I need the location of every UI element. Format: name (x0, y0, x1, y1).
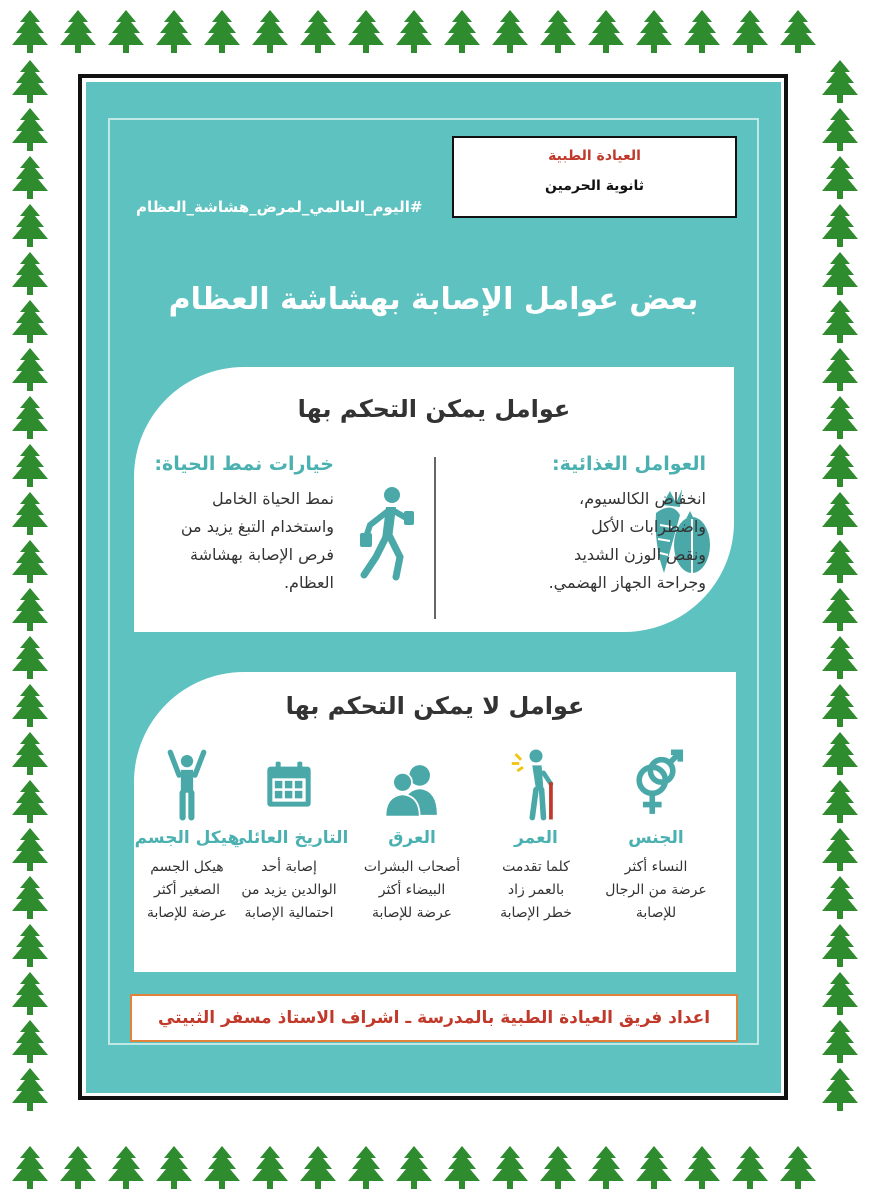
factor-line: عرضة من الرجال (605, 882, 707, 898)
tree-icon (818, 394, 862, 440)
lifestyle-line: فرص الإصابة بهشاشة (189, 545, 334, 564)
diet-line: انخفاض الكالسيوم، (579, 489, 706, 508)
tree-icon (8, 490, 52, 536)
factor-family-history (222, 746, 356, 925)
tree-icon (8, 250, 52, 296)
tree-icon (818, 1018, 862, 1064)
column-divider (434, 457, 436, 619)
tree-icon (440, 1144, 484, 1190)
factor-line: النساء أكثر (624, 859, 688, 875)
factor-line: عرضة للإصابة (371, 905, 453, 921)
tree-icon (488, 1144, 532, 1190)
people-icon (352, 746, 472, 828)
tree-icon (8, 442, 52, 488)
factor-title: العرق (388, 828, 436, 848)
tree-icon (8, 346, 52, 392)
tree-icon (8, 298, 52, 344)
factor-line: كلما تقدمت (502, 859, 570, 875)
tree-icon (776, 1144, 820, 1190)
tree-icon (8, 8, 52, 54)
tree-icon (8, 922, 52, 968)
factor-age (476, 746, 596, 925)
tree-icon (200, 8, 244, 54)
tree-icon (818, 538, 862, 584)
tree-icon (818, 58, 862, 104)
tree-icon (728, 8, 772, 54)
tree-icon (8, 538, 52, 584)
factor-text (476, 856, 596, 925)
factor-race (352, 746, 472, 925)
lifestyle-line: نمط الحياة الخامل (211, 489, 334, 508)
factor-text (596, 856, 716, 925)
tree-icon (536, 8, 580, 54)
school-name: ثانوية الحرمين (544, 178, 644, 194)
diet-line: وجراحة الجهاز الهضمي. (548, 573, 706, 592)
factor-title: العمر (514, 828, 558, 848)
factor-line: بالعمر زاد (507, 882, 565, 898)
tree-icon (8, 634, 52, 680)
tree-icon (680, 8, 724, 54)
diet-line: ونقص الوزن الشديد (574, 545, 706, 564)
tree-icon (818, 730, 862, 776)
tree-icon (818, 970, 862, 1016)
tree-icon (818, 442, 862, 488)
tree-icon (584, 1144, 628, 1190)
tree-icon (8, 586, 52, 632)
factor-title: الجنس (628, 828, 684, 848)
tree-icon (8, 682, 52, 728)
tree-icon (776, 8, 820, 54)
factor-line: للإصابة (635, 905, 677, 921)
diet-factor (506, 453, 706, 597)
tree-icon (8, 778, 52, 824)
gender-icon (596, 746, 716, 828)
main-title: بعض عوامل الإصابة بهشاشة العظام (168, 282, 699, 317)
school-info-box (452, 136, 737, 218)
factor-line: إصابة أحد (261, 859, 317, 875)
tree-icon (296, 8, 340, 54)
tree-icon (584, 8, 628, 54)
tree-icon (818, 1066, 862, 1112)
factor-line: خطر الإصابة (500, 905, 572, 921)
diet-title: العوامل الغذائية: (551, 453, 706, 475)
tree-icon (818, 634, 862, 680)
body-frame-icon (132, 746, 242, 828)
tree-icon (818, 106, 862, 152)
tree-icon (56, 1144, 100, 1190)
department-label: العيادة الطبية (548, 148, 641, 164)
tree-icon (8, 1144, 52, 1190)
tree-icon (818, 778, 862, 824)
tree-icon (152, 1144, 196, 1190)
tree-icon (818, 682, 862, 728)
elderly-icon (476, 746, 596, 828)
tree-icon (56, 8, 100, 54)
factor-text (132, 856, 242, 925)
calendar-icon (222, 746, 356, 828)
tree-icon (818, 154, 862, 200)
diet-line: واضطرابات الأكل (591, 517, 706, 536)
hashtag: #اليوم_العالمي_لمرض_هشاشة_العظام (136, 198, 423, 216)
lifestyle-text (134, 485, 334, 597)
tree-icon (8, 154, 52, 200)
factor-line: البيضاء أكثر (378, 882, 446, 898)
tree-icon (632, 8, 676, 54)
factor-text (352, 856, 472, 925)
factor-body-frame (132, 746, 242, 925)
tree-icon (818, 202, 862, 248)
tree-icon (818, 586, 862, 632)
tree-icon (818, 826, 862, 872)
lifestyle-title: خيارات نمط الحياة: (154, 453, 334, 475)
tree-icon (392, 8, 436, 54)
tree-icon (200, 1144, 244, 1190)
tree-icon (818, 346, 862, 392)
tree-icon (104, 1144, 148, 1190)
factor-title: التاريخ العائلي (229, 828, 349, 848)
tree-icon (680, 1144, 724, 1190)
poster (86, 82, 781, 1093)
tree-icon (818, 922, 862, 968)
factor-line: الوالدين يزيد من (241, 882, 337, 898)
tree-icon (818, 250, 862, 296)
tree-icon (152, 8, 196, 54)
tree-icon (344, 1144, 388, 1190)
factor-line: أصحاب البشرات (363, 859, 461, 875)
tree-icon (8, 394, 52, 440)
tree-icon (818, 298, 862, 344)
lifestyle-line: العظام. (283, 573, 334, 592)
tree-icon (248, 8, 292, 54)
tree-icon (8, 202, 52, 248)
tree-icon (104, 8, 148, 54)
tree-icon (818, 490, 862, 536)
factor-line: هيكل الجسم (150, 859, 224, 875)
diet-text (506, 485, 706, 597)
tree-icon (728, 1144, 772, 1190)
lifestyle-line: واستخدام التبغ يزيد من (180, 517, 334, 536)
tree-icon (632, 1144, 676, 1190)
factor-line: الصغير أكثر (154, 882, 220, 898)
tree-icon (392, 1144, 436, 1190)
tree-icon (8, 730, 52, 776)
factor-title: هيكل الجسم (134, 828, 240, 848)
factor-line: احتمالية الإصابة (244, 905, 334, 921)
tree-icon (8, 1018, 52, 1064)
factor-text (222, 856, 356, 925)
tree-icon (296, 1144, 340, 1190)
tree-icon (818, 874, 862, 920)
lifestyle-factor (134, 453, 334, 597)
tree-icon (8, 826, 52, 872)
runner-icon (356, 485, 416, 581)
factor-gender (596, 746, 716, 925)
uncontrollable-title: عوامل لا يمكن التحكم بها (285, 692, 585, 720)
tree-icon (440, 8, 484, 54)
factor-line: عرضة للإصابة (146, 905, 228, 921)
tree-icon (344, 8, 388, 54)
tree-icon (488, 8, 532, 54)
controllable-panel (134, 367, 734, 632)
tree-icon (8, 106, 52, 152)
tree-icon (8, 58, 52, 104)
tree-icon (8, 874, 52, 920)
tree-icon (8, 1066, 52, 1112)
controllable-title: عوامل يمكن التحكم بها (297, 395, 571, 423)
tree-icon (8, 970, 52, 1016)
tree-icon (248, 1144, 292, 1190)
footer-credit-banner: اعداد فريق العيادة الطبية بالمدرسة ـ اشراف الاستاذ مسفر الثبيتي (130, 994, 738, 1042)
uncontrollable-panel (134, 672, 736, 972)
tree-icon (536, 1144, 580, 1190)
